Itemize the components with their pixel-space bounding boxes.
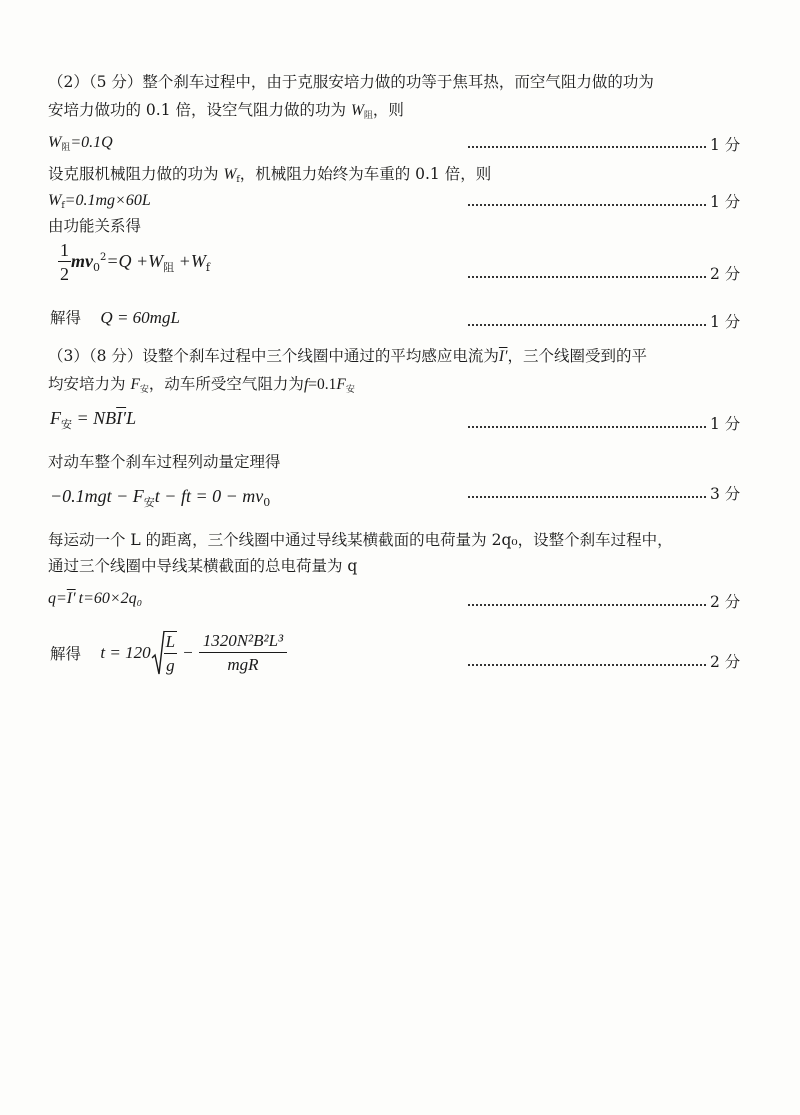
equation-energy: $\frac{1}{2}$ $mv_0^2=Q +W_阻 +W_f$ <box>60 240 210 284</box>
mech-resistance-text: 设克服机械阻力做的功为 $W_f$，机械阻力始终为车重的 0.1 倍，则 <box>48 165 492 185</box>
score-leader-dots <box>468 146 706 148</box>
equation-time-result: 解得 t = 120 $\frac{L}{g}$ − $\frac{\text{1320N²B²L³}}{\text{mgR}}$ <box>50 630 287 676</box>
radical-sign-icon <box>151 630 165 676</box>
equation-charge: q=I′ t=60×2q₀ <box>48 590 143 607</box>
score-label: 2 分 <box>710 265 741 283</box>
score-leader-dots <box>468 604 706 606</box>
part3-intro-line1: （3）（8 分）设整个刹车过程中三个线圈中通过的平均感应电流为I′，三个线圈受到的平 <box>48 347 647 365</box>
charge-text-line2: 通过三个线圈中导线某横截面的总电荷量为 q <box>48 557 358 575</box>
momentum-theorem-text: 对动车整个刹车过程列动量定理得 <box>48 453 281 471</box>
score-leader-dots <box>468 664 706 666</box>
score-label: 2 分 <box>710 653 741 671</box>
equation-w-f: $W_f=0.1mg\times 60L$ <box>48 192 151 211</box>
score-label: 1 分 <box>710 415 741 433</box>
score-label: 1 分 <box>710 193 741 211</box>
score-label: 1 分 <box>710 136 741 154</box>
score-leader-dots <box>468 276 706 278</box>
score-label: 2 分 <box>710 593 741 611</box>
score-leader-dots <box>468 204 706 206</box>
score-leader-dots <box>468 426 706 428</box>
square-root: $\frac{L}{g}$ <box>151 630 177 676</box>
score-label: 3 分 <box>710 485 741 503</box>
equation-w-zu: $W_阻=0.1Q$ <box>48 134 113 153</box>
charge-text-line1: 每运动一个 L 的距离，三个线圈中通过导线某横截面的电荷量为 2q₀，设整个刹车过程中， <box>48 531 673 549</box>
score-leader-dots <box>468 324 706 326</box>
fraction-term: $\frac{\text{1320N²B²L³}}{\text{mgR}}$ <box>199 631 287 675</box>
equation-momentum: $-0.1mgt - F_安t$ − ft = $0 - mv_0$ <box>50 486 271 509</box>
part2-intro-line1: （2）（5 分）整个刹车过程中，由于克服安培力做的功等于焦耳热，而空气阻力做的功为 <box>48 73 654 91</box>
fraction-half: $\frac{1}{2}$ <box>60 240 69 284</box>
score-leader-dots <box>468 496 706 498</box>
equation-q-result: 解得 Q = 60mgL <box>50 308 180 327</box>
part3-intro-line2: 均安培力为 $F_安$，动车所受空气阻力为$f=0.1F_安$ <box>48 375 355 395</box>
score-label: 1 分 <box>710 313 741 331</box>
part2-intro-line2: 安培力做功的 0.1 倍，设空气阻力做的功为 $W_阻$，则 <box>48 101 404 121</box>
equation-ampere-force: $F_安 = NBI'L$ <box>50 408 137 431</box>
energy-relation-text: 由功能关系得 <box>48 217 142 235</box>
